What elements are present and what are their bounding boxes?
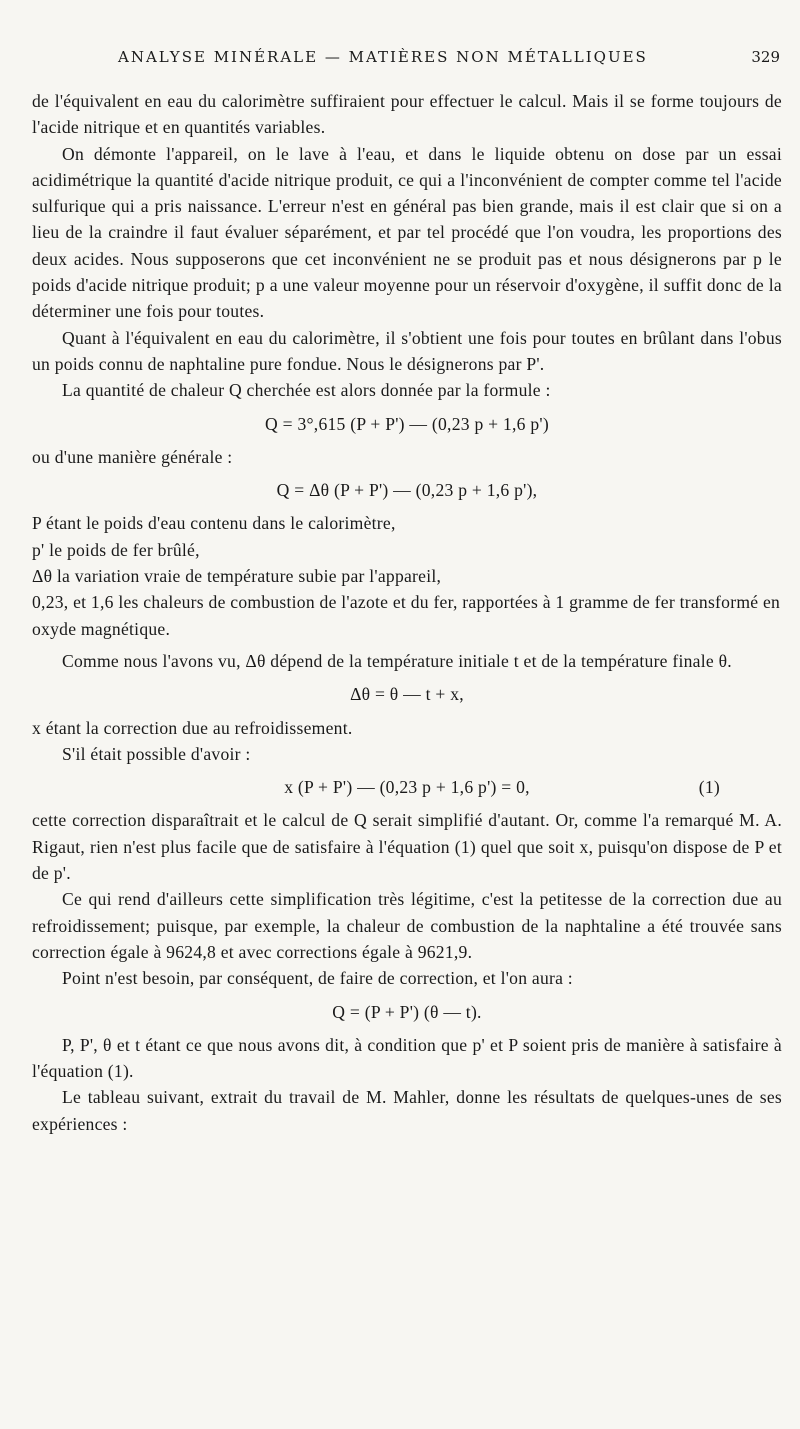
paragraph: P, P', θ et t étant ce que nous avons dit, à condition que p' et P soient pris de manière à satisfaire à l'équation (1). [32,1034,782,1082]
paragraph: Comme nous l'avons vu, Δθ dépend de la température initiale t et de la température finale θ. [62,650,732,671]
equation: x (P + P') — (0,23 p + 1,6 p') = 0, [284,777,530,798]
paragraph: Point n'est besoin, par conséquent, de faire de correction, et l'on aura : [62,968,573,989]
paragraph: de l'équivalent en eau du calorimètre suffiraient pour effectuer le calcul. Mais il se forme toujours de l'acide nitrique et en quantités variables. [32,91,782,138]
definition: Δθ la variation vraie de température subie par l'appareil, [32,566,442,587]
definition: 0,23, et 1,6 les chaleurs de combustion de l'azote et du fer, rapportées à 1 gramme de fer transformé en oxyde magnétique. [32,592,781,639]
paragraph: ou d'une manière générale : [32,446,233,467]
header-title: ANALYSE MINÉRALE — MATIÈRES NON MÉTALLIQUES [118,48,648,66]
paragraph: Ce qui rend d'ailleurs cette simplification très légitime, c'est la petitesse de la correction due au refroidissement; puisque, par exemple, la chaleur de combustion de la naphtaline a été trouvée sans correction égale à 9624,8 et avec corrections égale à 9621,9. [32,889,782,962]
paragraph: Le tableau suivant, extrait du travail de M. Mahler, donne les résultats de quelques-unes de ses expériences : [32,1087,782,1134]
paragraph: cette correction disparaîtrait et le calcul de Q serait simplifié d'autant. Or, comme l'a remarqué M. A. Rigaut, rien n'est plus facile que de satisfaire à l'équation (1) quel que soit x, puisqu'on dispose de P et de p'. [32,810,782,884]
equation: Q = (P + P') (θ — t). [332,1001,482,1022]
paragraph: La quantité de chaleur Q cherchée est alors donnée par la formule : [62,380,551,401]
definition: P étant le poids d'eau contenu dans le calorimètre, [32,513,396,534]
equation-number: (1) [698,777,720,798]
paragraph: On démonte l'appareil, on le lave à l'eau, et dans le liquide obtenu on dose par un essai acidimétrique la quantité d'acide nitrique produit, ce qui a l'inconvénient de compter comme tel l'acide sulfurique qui a pris naissance. L'erreur n'est en général pas bien grande, mais il est clair que si on a lieu de la craindre il faut évaluer séparément, et par tel procédé que l'on voudra, les proportions des deux acides. Nous supposerons que cet inconvénient ne se produit pas et nous désignerons par p le poids d'acide nitrique produit; p a une valeur moyenne pour un réservoir d'oxygène, il suffit donc de la déterminer une fois pour toutes. [32,143,782,322]
running-header [32,48,780,74]
equation: Δθ = θ — t + x, [350,684,464,705]
numbered-equation [32,774,782,800]
definition: p' le poids de fer brûlé, [32,539,200,560]
paragraph: x étant la correction due au refroidissement. [32,717,353,738]
paragraph: Quant à l'équivalent en eau du calorimètre, il s'obtient une fois pour toutes en brûlant dans l'obus un poids connu de naphtaline pure fondue. Nous le désignerons par P'. [32,327,782,374]
body-text [32,88,782,1137]
equation: Q = 3°,615 (P + P') — (0,23 p + 1,6 p') [265,413,549,434]
definitions-list [32,510,782,641]
equation: Q = Δθ (P + P') — (0,23 p + 1,6 p'), [276,480,538,501]
paragraph: S'il était possible d'avoir : [62,743,251,764]
page-number: 329 [751,48,780,66]
